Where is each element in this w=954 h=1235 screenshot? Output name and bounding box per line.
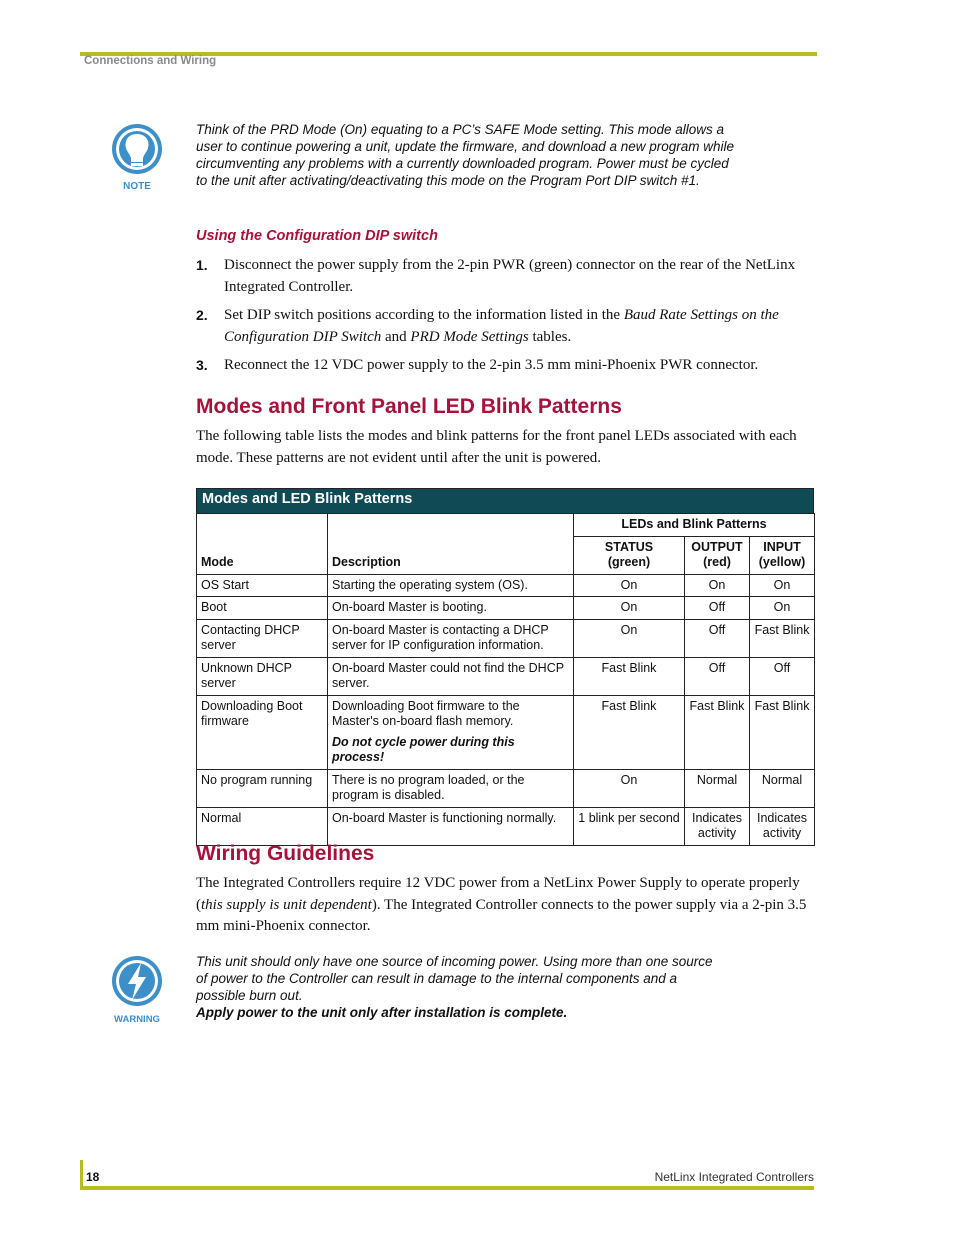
cell-output: Indicates activity — [685, 807, 750, 845]
cell-input: On — [750, 597, 815, 620]
step-3 — [196, 354, 816, 376]
cell-status: 1 blink per second — [574, 807, 685, 845]
table-ref-prd: PRD Mode Settings — [410, 329, 529, 345]
svg-text:WARNING: WARNING — [114, 1014, 160, 1025]
col-header-status — [574, 536, 685, 574]
config-heading: Using the Configuration DIP switch — [196, 228, 438, 244]
cell-output: Off — [685, 619, 750, 657]
table-row — [197, 695, 815, 769]
wiring-paragraph — [196, 873, 816, 938]
cell-input: Normal — [750, 769, 815, 807]
note-text: Think of the PRD Mode (On) equating to a PC’s SAFE Mode setting. This mode allows a user to continue powering a unit, update the firmware, and download a new program while circumventing any problems with a currently downloaded program. Power must be cycled to the unit after activating/deactivating this mode on the Program Port DIP switch #1. — [196, 122, 735, 188]
warning-text — [196, 953, 716, 1021]
table-row — [197, 574, 815, 597]
col-header-output — [685, 536, 750, 574]
table-row — [197, 657, 815, 695]
running-head: Connections and Wiring — [84, 55, 217, 67]
table-ref-baud: Baud Rate Settings on the Configuration DIP Switch — [224, 307, 779, 345]
modes-intro: The following table lists the modes and blink patterns for the front panel LEDs associated with each mode. These patterns are not evident until after the unit is powered. — [196, 428, 797, 466]
cell-input: Fast Blink — [750, 695, 815, 769]
cell-output: Off — [685, 597, 750, 620]
cell-input: Indicates activity — [750, 807, 815, 845]
cell-mode: Normal — [197, 807, 328, 845]
footer-rule — [80, 1186, 814, 1190]
cell-description: There is no program loaded, or the program is disabled. — [328, 769, 574, 807]
col-header-mode: Mode — [197, 514, 328, 575]
cell-status: On — [574, 769, 685, 807]
warning-body: This unit should only have one source of incoming power. Using more than one source of power to the Controller can result in damage to the internal components and a possible burn out. — [196, 954, 713, 1003]
warning-icon — [108, 954, 166, 1031]
cell-mode: Unknown DHCP server — [197, 657, 328, 695]
wiring-text-part: The Integrated Controllers require 12 VDC power from a NetLinx Power Supply to operate properly ( — [196, 875, 800, 913]
cell-output: Off — [685, 657, 750, 695]
wiring-text-italic: this supply is unit dependent — [201, 896, 372, 913]
step-text-part: Set DIP switch positions according to the information listed in the — [224, 307, 624, 323]
cell-description — [328, 695, 574, 769]
cell-mode: Boot — [197, 597, 328, 620]
cell-input: Fast Blink — [750, 619, 815, 657]
cell-description: On-board Master is contacting a DHCP server for IP configuration information. — [328, 619, 574, 657]
col-header-line: (yellow) — [758, 555, 806, 569]
col-header-line: STATUS — [604, 539, 654, 554]
col-header-leds: LEDs and Blink Patterns — [574, 514, 815, 537]
page-number: 18 — [86, 1170, 100, 1184]
cell-status: Fast Blink — [574, 657, 685, 695]
cell-status: On — [574, 619, 685, 657]
cell-description: On-board Master is booting. — [328, 597, 574, 620]
col-header-line: INPUT — [763, 539, 801, 554]
cell-mode: OS Start — [197, 574, 328, 597]
step-number: 2. — [196, 307, 208, 323]
wiring-text-part: ). The Integrated Controller connects to the power supply via a 2-pin 3.5 mm mini-Phoenix connector. — [196, 896, 807, 934]
cell-description-text: Downloading Boot firmware to the Master's on-board flash memory. — [332, 698, 520, 728]
step-2 — [196, 304, 816, 348]
step-text — [224, 304, 816, 348]
col-header-input — [750, 536, 815, 574]
svg-text:NOTE: NOTE — [123, 181, 151, 192]
table-row — [197, 769, 815, 807]
footer-title: NetLinx Integrated Controllers — [654, 1170, 814, 1184]
step-text-part: tables. — [528, 329, 572, 345]
step-text-part: and — [381, 329, 411, 345]
step-1 — [196, 254, 816, 298]
cell-warning-text: Do not cycle power during this process! — [332, 734, 515, 764]
cell-output: Fast Blink — [685, 695, 750, 769]
cell-status: On — [574, 597, 685, 620]
cell-description: On-board Master is functioning normally. — [328, 807, 574, 845]
wiring-heading: Wiring Guidelines — [196, 842, 375, 865]
cell-mode: No program running — [197, 769, 328, 807]
col-header-line: (green) — [607, 555, 651, 569]
cell-output: On — [685, 574, 750, 597]
cell-input: On — [750, 574, 815, 597]
modes-heading: Modes and Front Panel LED Blink Patterns — [196, 395, 622, 418]
cell-description: On-board Master could not find the DHCP server. — [328, 657, 574, 695]
warning-emphasis: Apply power to the unit only after installation is complete. — [196, 1005, 568, 1020]
led-table — [196, 488, 814, 846]
cell-input: Off — [750, 657, 815, 695]
cell-mode: Contacting DHCP server — [197, 619, 328, 657]
cell-description: Starting the operating system (OS). — [328, 574, 574, 597]
cell-status: On — [574, 574, 685, 597]
step-text: Reconnect the 12 VDC power supply to the 2-pin 3.5 mm mini-Phoenix PWR connector. — [224, 357, 759, 373]
table-title: Modes and LED Blink Patterns — [196, 488, 814, 513]
col-header-line: OUTPUT — [691, 539, 743, 554]
table-row — [197, 597, 815, 620]
cell-status: Fast Blink — [574, 695, 685, 769]
col-header-description: Description — [328, 514, 574, 575]
cell-mode: Downloading Boot firmware — [197, 695, 328, 769]
step-text: Disconnect the power supply from the 2-pin PWR (green) connector on the rear of the NetLinx Integrated Controller. — [224, 257, 796, 295]
table-row — [197, 619, 815, 657]
note-icon — [108, 122, 166, 199]
col-header-line: (red) — [703, 555, 731, 569]
cell-output: Normal — [685, 769, 750, 807]
led-table-grid — [196, 513, 815, 846]
table-row — [197, 807, 815, 845]
step-number: 1. — [196, 257, 208, 273]
step-number: 3. — [196, 357, 208, 373]
